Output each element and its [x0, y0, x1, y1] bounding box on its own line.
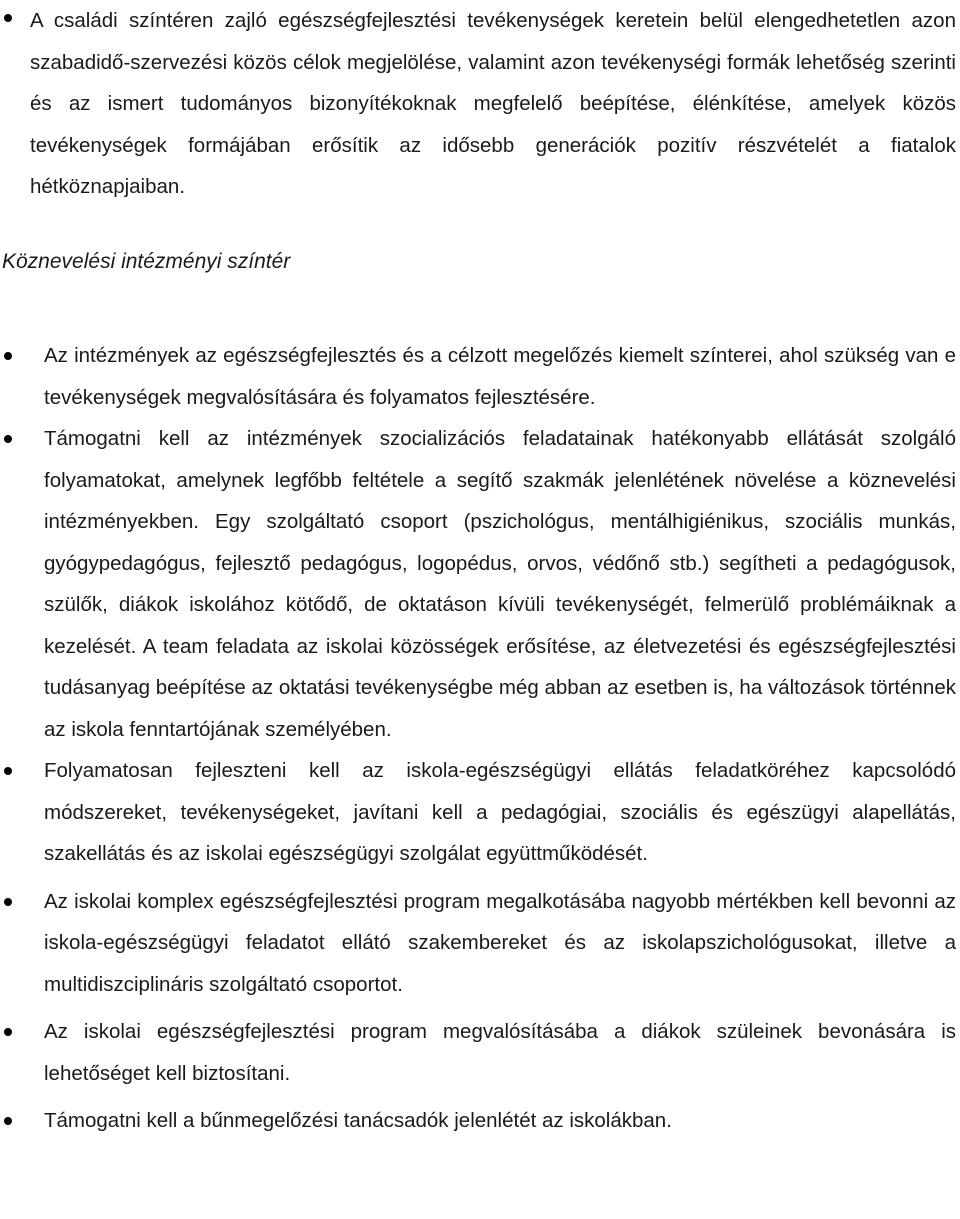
bullet-icon	[4, 435, 12, 443]
list-item	[0, 881, 960, 1006]
bullet-icon	[4, 767, 12, 775]
bullet-list	[0, 335, 960, 1142]
bullet-icon	[4, 1117, 12, 1125]
section-heading: Köznevelési intézményi színtér	[2, 250, 291, 273]
list-item-text: Folyamatosan fejleszteni kell az iskola-egészségügyi ellátás feladatköréhez kapcsolódó módszereket, tevékenységeket, javítani kell a pedagógiai, szociális és egészügyi alapellátás, szakellátás és az iskolai egészségügyi szolgálat együttműködését.	[44, 759, 956, 865]
list-item-text: Támogatni kell az intézmények szocializációs feladatainak hatékonyabb ellátását szolgáló folyamatokat, amelynek legfőbb feltétele a segítő szakmák jelenlétének növelése a köznevelési intézményekben. Egy szolgáltató csoport (pszichológus, mentálhigiénikus, szociális munkás, gyógypedagógus, fejlesztő pedagógus, logopédus, orvos, védőnő stb.) segítheti a pedagógusok, szülők, diákok iskolához kötődő, de oktatáson kívüli tevékenységét, felmerülő problémáiknak a kezelését. A team feladata az iskolai közösségek erősítése, az életvezetési és egészségfejlesztési tudásanyag beépítése az oktatási tevékenységbe még abban az esetben is, ha változások történnek az iskola fenntartójának személyében.	[44, 427, 956, 741]
intro-bullet-item	[0, 0, 960, 208]
intro-paragraph: A családi színtéren zajló egészségfejlesztési tevékenységek keretein belül elengedhetetlen azon szabadidő-szervezési közös célok megjelölése, valamint azon tevékenységi formák lehetőség szerinti és az ismert tudományos bizonyítékoknak megfelelő beépítése, élénkítése, amelyek közös tevékenységek formájában erősítik az idősebb generációk pozitív részvételét a fiatalok hétköznapjaiban.	[30, 9, 956, 198]
bullet-icon	[4, 14, 12, 22]
list-item-text: Az iskolai egészségfejlesztési program megvalósításába a diákok szüleinek bevonására is lehetőséget kell biztosítani.	[44, 1020, 956, 1085]
bullet-icon	[4, 898, 12, 906]
list-item	[0, 418, 960, 750]
list-item	[0, 1100, 960, 1142]
list-item-text: Támogatni kell a bűnmegelőzési tanácsadók jelenlétét az iskolákban.	[44, 1109, 672, 1132]
list-item	[0, 750, 960, 875]
list-item-text: Az iskolai komplex egészségfejlesztési program megalkotásába nagyobb mértékben kell bevonni az iskola-egészségügyi feladatot ellátó szakembereket és az iskolapszichológusokat, illetve a multidiszciplináris szolgáltató csoportot.	[44, 889, 956, 996]
bullet-icon	[4, 352, 12, 360]
list-item	[0, 335, 960, 418]
list-item-text: Az intézmények az egészségfejlesztés és a célzott megelőzés kiemelt színterei, ahol szükség van e tevékenységek megvalósítására és folyamatos fejlesztésére.	[44, 344, 956, 409]
list-item	[0, 1011, 960, 1094]
bullet-icon	[4, 1028, 12, 1036]
